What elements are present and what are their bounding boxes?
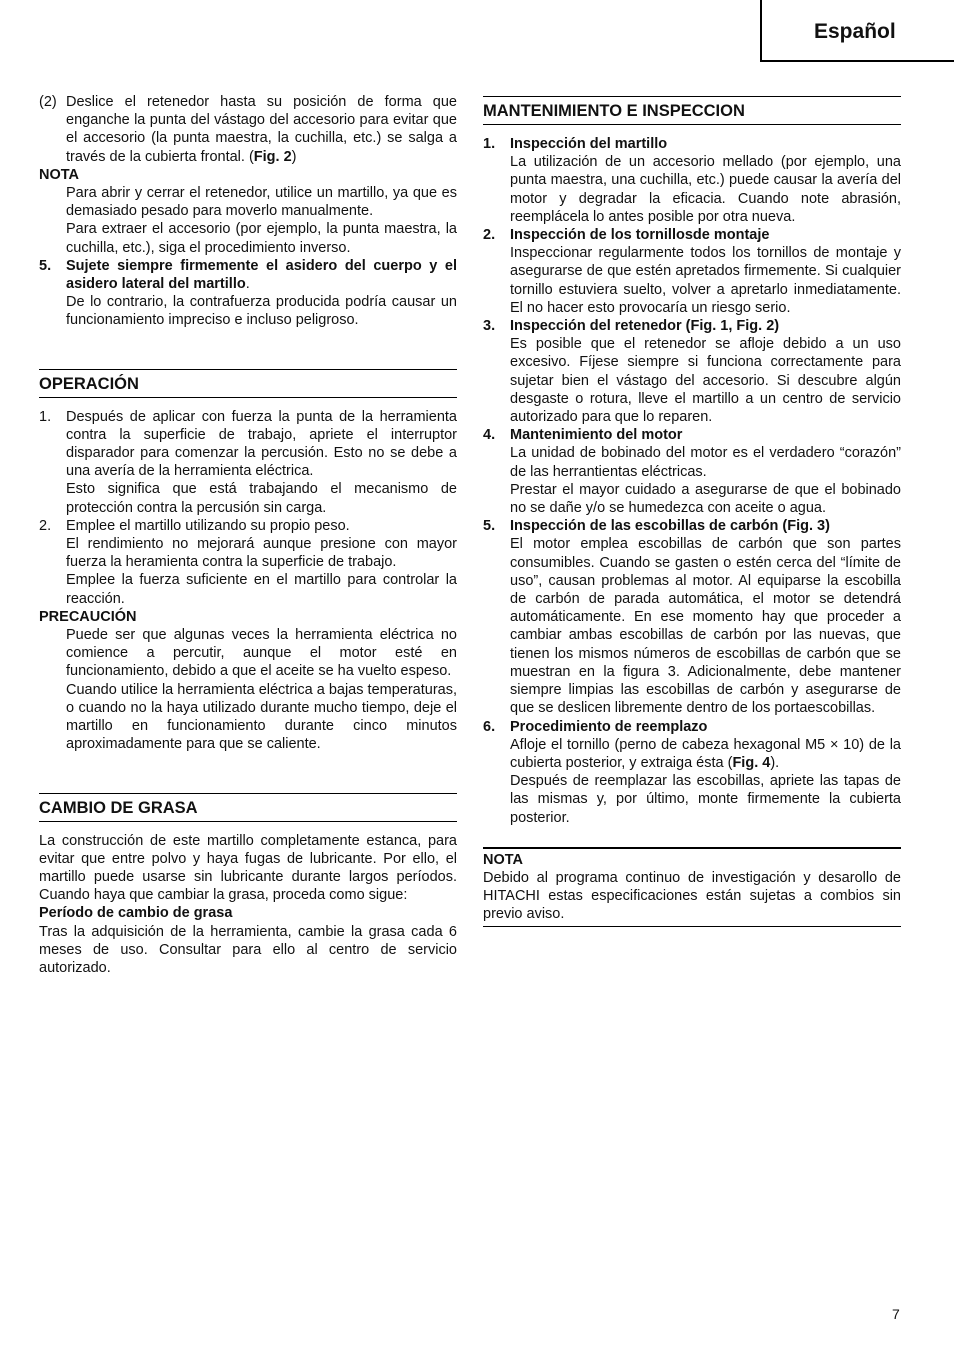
maint-item-body: La unidad de bobinado del motor es el verdadero “corazón” de las herrantientas eléctricas. xyxy=(510,445,901,480)
note-label: NOTA xyxy=(39,166,80,183)
left-column xyxy=(39,93,457,977)
caution-paragraph: Puede ser que algunas veces la herramienta eléctrica no comience a percutir, aunque el motor esté en funcionamiento, debido a que el aceite se ha vuelto espeso. xyxy=(66,627,457,680)
figure-ref: Fig. 2 xyxy=(253,148,292,165)
list-item xyxy=(39,517,457,535)
list-number: 1. xyxy=(39,408,52,425)
caution-paragraph: Cuando utilice la herramienta eléctrica a bajas temperaturas, o cuando no la haya utilizado durante mucho tiempo, deje el martillo en funcionamiento durante cinco minutos aproximadamente para que se caliente. xyxy=(66,681,457,753)
note-label: NOTA xyxy=(483,851,524,868)
language-label: Español xyxy=(814,20,896,43)
maint-item-body: El motor emplea escobillas de carbón que son partes consumibles. Cuando se gasten o estén cerca del “límite de uso”, causan problemas al motor. Al equiparse la escobilla de carbón de parada automática, el motor se detendrá automáticamente. En ese momento hay que proceder a cambiar ambas escobillas de carbón por las nuevas, que tienen los mismos números de escobillas de carbón que se muestran en la figura 3. Adicionalmente, debe mantener siempre limpias las escobillas de carbón y asegurarse de que se deslicen libremente dentro de los portaescobillas. xyxy=(510,536,901,717)
maint-item-number: 4. xyxy=(483,427,496,444)
step-body: De lo contrario, la contrafuerza producida podría causar un funcionamiento impreciso e incluso peligroso. xyxy=(66,294,457,329)
list-text: Emplee la fuerza suficiente en el martillo para controlar la reacción. xyxy=(66,572,457,607)
list-text: Emplee el martillo utilizando su propio peso. xyxy=(66,517,350,534)
maint-item-title xyxy=(483,317,901,335)
right-column xyxy=(483,96,901,927)
list-text: Esto significa que está trabajando el mecanismo de protección contra la percusión sin carga. xyxy=(66,481,457,516)
note-body: Debido al programa continuo de investigación y desarollo de HITACHI estas especificaciones están sujetas a combios sin previo aviso. xyxy=(483,869,901,923)
maint-item-number: 6. xyxy=(483,718,496,735)
step-number: 5. xyxy=(39,257,52,274)
maint-item-title-text: Inspección de los tornillosde montaje xyxy=(510,227,770,244)
section-heading-operacion: OPERACIÓN xyxy=(39,369,457,398)
maint-item-body: Es posible que el retenedor se afloje debido a un uso excesivo. Fíjese siempre si funciona correctamente para sujetar bien el vástago del accesorio. Si descubre algún desgaste o rotura, lleve el martillo a un centro de servicio autorizado para que lo reparen. xyxy=(510,336,901,426)
maint-item-title xyxy=(483,426,901,444)
figure-ref: Fig. 4 xyxy=(732,754,771,771)
section-heading-grasa: CAMBIO DE GRASA xyxy=(39,793,457,822)
maint-body-part: Afloje el tornillo (perno de cabeza hexagonal M5 × 10) de la cubierta posterior, y extraiga ésta ( xyxy=(510,736,901,771)
list-text: Después de aplicar con fuerza la punta de la herramienta contra la superficie de trabajo, apriete el interruptor disparador para comenzar la percusión. Esto no se debe a una avería de la herramienta eléctrica. xyxy=(66,408,457,480)
maint-item-title-text: Inspección de las escobillas de carbón (Fig. 3) xyxy=(510,518,830,535)
maint-item-title xyxy=(483,226,901,244)
note-paragraph: Para extraer el accesorio (por ejemplo, la punta maestra, la cuchilla, etc.), siga el procedimiento inverso. xyxy=(66,221,457,256)
step-title-dot: . xyxy=(245,276,250,293)
section-heading-mantenimiento: MANTENIMIENTO E INSPECCION xyxy=(483,96,901,125)
step-item xyxy=(39,93,457,166)
maint-item-body: Inspeccionar regularmente todos los tornillos de montaje y asegurarse de que estén apretados firmemente. Si cualquier tornillo estuviera suelto, volver a apretarlo inmediatamente. El no hacer esto provocaría un riesgo serio. xyxy=(510,245,901,316)
maint-item-title-text: Inspección del retenedor (Fig. 1, Fig. 2) xyxy=(510,318,780,335)
page-number: 7 xyxy=(892,1306,900,1322)
step-number: (2) xyxy=(39,94,57,110)
step-text-end: ) xyxy=(291,148,297,165)
list-number: 2. xyxy=(39,517,52,534)
grease-subheading: Período de cambio de grasa xyxy=(39,905,233,922)
maint-item-number: 5. xyxy=(483,518,496,535)
step-item xyxy=(39,257,457,293)
maint-body-part: ). xyxy=(770,754,780,771)
maint-item-title xyxy=(483,718,901,736)
step-title: Sujete siempre firmemente el asidero del cuerpo y el asidero lateral del martillo xyxy=(66,257,457,293)
language-tab xyxy=(760,0,954,62)
list-text: El rendimiento no mejorará aunque presione con mayor fuerza la heramienta contra la superficie de trabajo. xyxy=(66,536,457,571)
maint-item-number: 1. xyxy=(483,136,496,152)
grease-body: Tras la adquisición de la herramienta, cambie la grasa cada 6 meses de uso. Consultar para ello al centro de servicio autorizado. xyxy=(39,923,457,976)
maint-item-body: Después de reemplazar las escobillas, apriete las tapas de las mismas y, por último, monte firmemente la cubierta posterior. xyxy=(510,773,901,826)
note-paragraph: Para abrir y cerrar el retenedor, utilice un martillo, ya que es demasiado pesado para moverlo manualmente. xyxy=(66,185,457,220)
step-text: Deslice el retenedor hasta su posición de forma que enganche la punta del vástago del accesorio para evitar que el accesorio (la punta maestra, la cuchilla, etc.) se salga a través de la cubierta frontal. ( xyxy=(66,94,457,165)
maint-item-title-text: Mantenimiento del motor xyxy=(510,427,683,444)
maint-item-number: 3. xyxy=(483,318,496,335)
list-item xyxy=(39,408,457,481)
caution-label: PRECAUCIÓN xyxy=(39,608,137,625)
maint-item-title-text: Procedimiento de reemplazo xyxy=(510,718,708,735)
grease-intro: La construcción de este martillo completamente estanca, para evitar que entre polvo y haya fugas de lubricante. Por ello, el martillo puede usarse sin lubricante durante largos períodos. Cuando haya que cambiar la grasa, proceda como sigue: xyxy=(39,832,457,904)
maint-item-number: 2. xyxy=(483,227,496,244)
maint-item-title-text: Inspección del martillo xyxy=(510,136,668,152)
maint-item-body: Prestar el mayor cuidado a asegurarse de que el bobinado no se dañe y/o se humedezca con aceite o agua. xyxy=(510,481,901,517)
maint-item-body xyxy=(483,736,901,772)
maint-item-title xyxy=(483,135,901,153)
final-note xyxy=(483,847,901,927)
maint-item-body: La utilización de un accesorio mellado (por ejemplo, una punta maestra, una cuchilla, etc.) puede causar la avería del motor y degradar la eficacia. Cuando note abrasión, reemplácela lo antes posible por otra nueva. xyxy=(510,154,901,225)
maint-item-title xyxy=(483,517,901,535)
